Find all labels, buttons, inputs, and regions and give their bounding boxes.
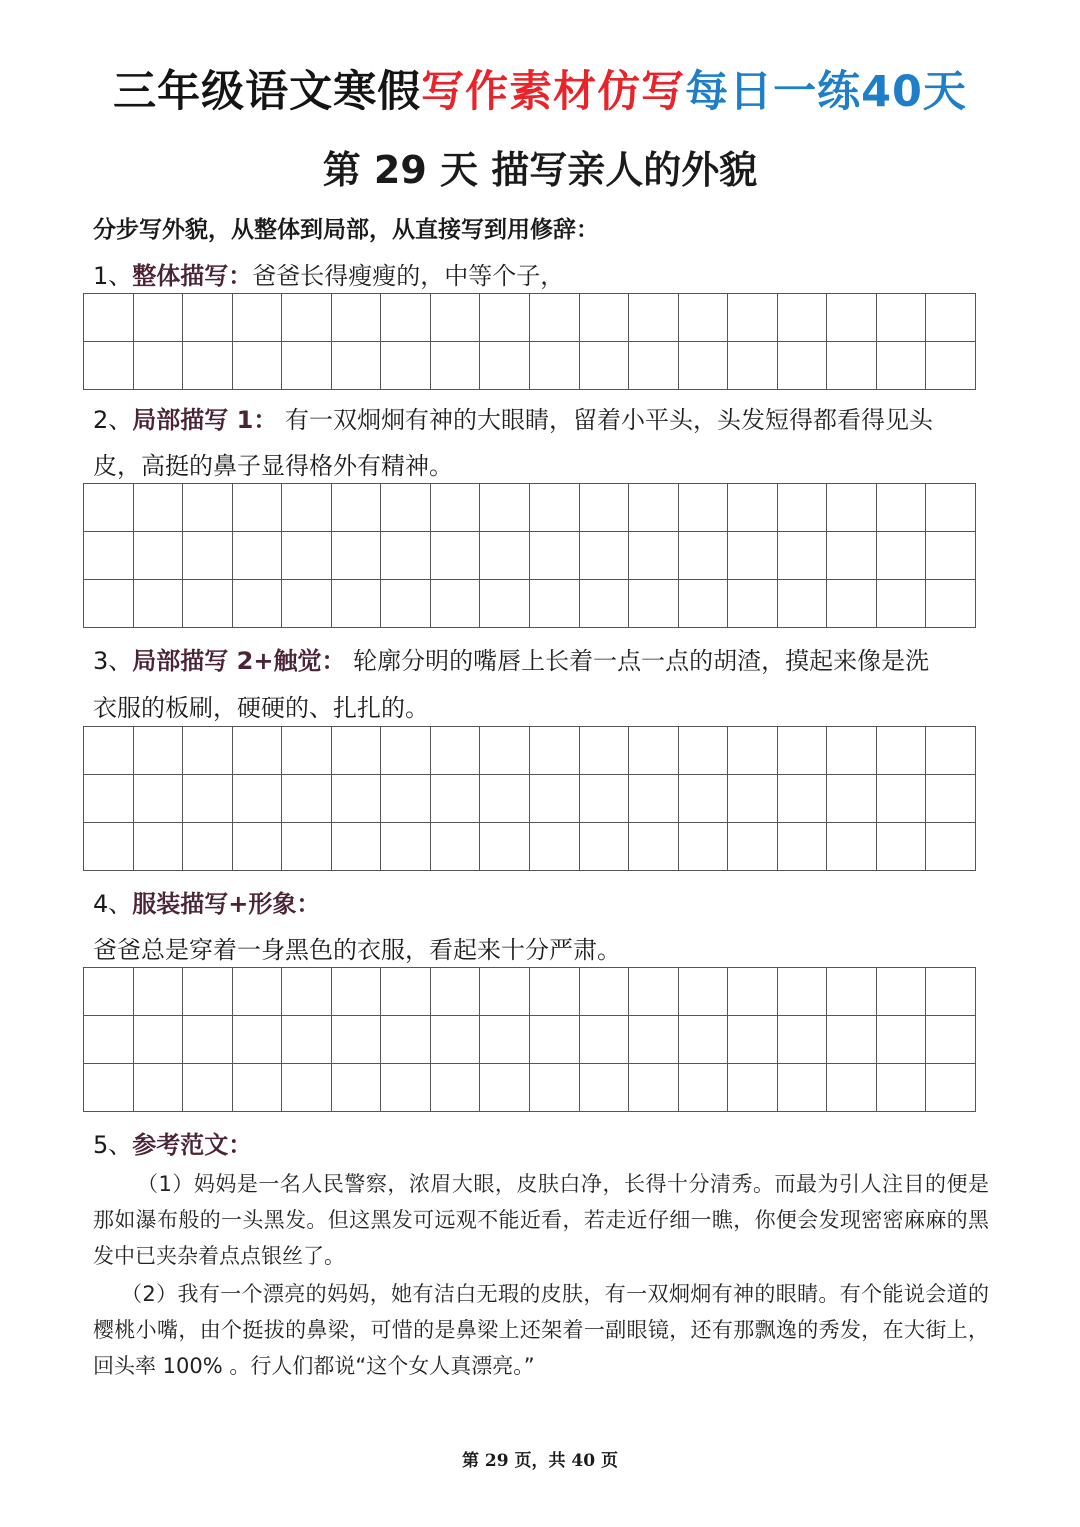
- grid-cell[interactable]: [827, 484, 877, 532]
- grid-cell[interactable]: [84, 775, 134, 823]
- grid-cell[interactable]: [431, 580, 481, 628]
- grid-cell[interactable]: [877, 532, 927, 580]
- grid-cell[interactable]: [530, 484, 580, 532]
- grid-cell[interactable]: [778, 727, 828, 775]
- grid-cell[interactable]: [134, 1064, 184, 1112]
- grid-cell[interactable]: [827, 1016, 877, 1064]
- grid-cell[interactable]: [480, 823, 530, 871]
- grid-cell[interactable]: [679, 294, 729, 342]
- worksheet-title: [0, 62, 1080, 122]
- grid-cell[interactable]: [233, 484, 283, 532]
- section-label: 局部描写 1：: [132, 406, 278, 434]
- title-part-black: 三年级语文寒假: [113, 67, 422, 117]
- grid-cell[interactable]: [183, 775, 233, 823]
- grid-cell[interactable]: [480, 1016, 530, 1064]
- grid-cell[interactable]: [282, 532, 332, 580]
- grid-cell[interactable]: [679, 1016, 729, 1064]
- grid-cell[interactable]: [629, 580, 679, 628]
- title-part-blue: 每日一练40天: [685, 67, 967, 117]
- grid-cell[interactable]: [84, 1064, 134, 1112]
- grid-cell[interactable]: [926, 1064, 976, 1112]
- grid-cell[interactable]: [877, 775, 927, 823]
- grid-cell[interactable]: [134, 823, 184, 871]
- section-3-heading: [93, 639, 993, 683]
- grid-cell[interactable]: [183, 484, 233, 532]
- grid-cell[interactable]: [431, 1064, 481, 1112]
- grid-cell[interactable]: [580, 1064, 630, 1112]
- grid-cell[interactable]: [480, 532, 530, 580]
- writing-grid-3[interactable]: [83, 726, 976, 871]
- grid-cell[interactable]: [431, 968, 481, 1016]
- grid-cell[interactable]: [332, 294, 382, 342]
- grid-cell[interactable]: [480, 775, 530, 823]
- grid-cell[interactable]: [629, 294, 679, 342]
- grid-cell[interactable]: [778, 968, 828, 1016]
- grid-cell[interactable]: [629, 532, 679, 580]
- grid-cell[interactable]: [332, 1064, 382, 1112]
- section-number: 1、: [93, 262, 133, 290]
- grid-cell[interactable]: [926, 294, 976, 342]
- grid-cell[interactable]: [728, 532, 778, 580]
- grid-cell[interactable]: [381, 294, 431, 342]
- reference-paragraph-1: （1）妈妈是一名人民警察，浓眉大眼，皮肤白净，长得十分清秀。而最为引人注目的便是那如瀑布般的一头黑发。但这黑发可远观不能近看，若走近仔细一瞧，你便会发现密密麻麻的黑发中已夹杂着点点银丝了。: [93, 1172, 989, 1268]
- title-part-red: 写作素材仿写: [421, 67, 686, 117]
- grid-cell[interactable]: [629, 342, 679, 390]
- grid-cell[interactable]: [282, 294, 332, 342]
- grid-cell[interactable]: [877, 1064, 927, 1112]
- grid-cell[interactable]: [877, 968, 927, 1016]
- grid-cell[interactable]: [530, 775, 580, 823]
- grid-cell[interactable]: [381, 823, 431, 871]
- grid-cell[interactable]: [827, 580, 877, 628]
- grid-cell[interactable]: [629, 484, 679, 532]
- grid-cell[interactable]: [134, 775, 184, 823]
- grid-cell[interactable]: [332, 727, 382, 775]
- grid-cell[interactable]: [778, 484, 828, 532]
- grid-cell[interactable]: [84, 484, 134, 532]
- grid-cell[interactable]: [877, 294, 927, 342]
- grid-cell[interactable]: [233, 580, 283, 628]
- grid-cell[interactable]: [282, 968, 332, 1016]
- grid-cell[interactable]: [332, 1016, 382, 1064]
- grid-cell[interactable]: [877, 823, 927, 871]
- reference-paragraph-2: （2）我有一个漂亮的妈妈，她有洁白无瑕的皮肤，有一双炯炯有神的眼睛。有个能说会道的樱桃小嘴，由个挺拔的鼻梁，可惜的是鼻梁上还架着一副眼镜，还有那飘逸的秀发，在大街上，回头率 100% 。行人们都说“这个女人真漂亮。”: [93, 1282, 989, 1378]
- grid-cell[interactable]: [778, 1064, 828, 1112]
- grid-cell[interactable]: [629, 775, 679, 823]
- grid-cell[interactable]: [233, 1064, 283, 1112]
- grid-cell[interactable]: [381, 342, 431, 390]
- grid-cell[interactable]: [580, 1016, 630, 1064]
- grid-cell[interactable]: [679, 484, 729, 532]
- grid-cell[interactable]: [679, 968, 729, 1016]
- grid-cell[interactable]: [926, 580, 976, 628]
- grid-cell[interactable]: [332, 968, 382, 1016]
- section-example-text: 轮廓分明的嘴唇上长着一点一点的胡渣，摸起来像是洗: [345, 647, 930, 675]
- section-3-text-continued: 衣服的板刷，硬硬的、扎扎的。: [93, 694, 429, 722]
- grid-cell[interactable]: [381, 1016, 431, 1064]
- grid-cell[interactable]: [679, 727, 729, 775]
- grid-cell[interactable]: [926, 1016, 976, 1064]
- grid-cell[interactable]: [728, 580, 778, 628]
- grid-cell[interactable]: [778, 823, 828, 871]
- section-example-text: 爸爸长得瘦瘦的，中等个子，: [252, 262, 565, 290]
- section-number: 4、: [93, 890, 133, 918]
- section-label: 局部描写 2+触觉：: [132, 647, 346, 675]
- grid-cell[interactable]: [431, 727, 481, 775]
- grid-cell[interactable]: [530, 823, 580, 871]
- grid-cell[interactable]: [84, 580, 134, 628]
- grid-cell[interactable]: [381, 1064, 431, 1112]
- section-label: 参考范文：: [132, 1131, 253, 1159]
- section-2-text-continued: 皮，高挺的鼻子显得格外有精神。: [93, 452, 453, 480]
- grid-cell[interactable]: [183, 342, 233, 390]
- grid-cell[interactable]: [827, 823, 877, 871]
- grid-cell[interactable]: [480, 968, 530, 1016]
- grid-cell[interactable]: [679, 775, 729, 823]
- grid-cell[interactable]: [431, 532, 481, 580]
- grid-cell[interactable]: [629, 1016, 679, 1064]
- grid-cell[interactable]: [530, 342, 580, 390]
- grid-cell[interactable]: [431, 775, 481, 823]
- grid-cell[interactable]: [530, 532, 580, 580]
- grid-cell[interactable]: [728, 727, 778, 775]
- grid-cell[interactable]: [233, 727, 283, 775]
- grid-cell[interactable]: [778, 775, 828, 823]
- grid-cell[interactable]: [233, 294, 283, 342]
- grid-cell[interactable]: [827, 532, 877, 580]
- grid-cell[interactable]: [381, 580, 431, 628]
- grid-cell[interactable]: [827, 1064, 877, 1112]
- section-5-heading: [93, 1123, 993, 1167]
- grid-cell[interactable]: [134, 1016, 184, 1064]
- grid-cell[interactable]: [183, 580, 233, 628]
- grid-cell[interactable]: [183, 968, 233, 1016]
- grid-cell[interactable]: [728, 775, 778, 823]
- grid-cell[interactable]: [480, 580, 530, 628]
- grid-cell[interactable]: [580, 342, 630, 390]
- section-label: 整体描写：: [132, 262, 253, 290]
- grid-cell[interactable]: [629, 727, 679, 775]
- grid-cell[interactable]: [381, 727, 431, 775]
- grid-cell[interactable]: [183, 823, 233, 871]
- grid-cell[interactable]: [778, 532, 828, 580]
- grid-cell[interactable]: [679, 580, 729, 628]
- grid-cell[interactable]: [728, 1016, 778, 1064]
- writing-grid-2[interactable]: [83, 483, 976, 628]
- grid-cell[interactable]: [183, 1064, 233, 1112]
- grid-cell[interactable]: [530, 580, 580, 628]
- grid-cell[interactable]: [282, 823, 332, 871]
- grid-cell[interactable]: [629, 823, 679, 871]
- grid-cell[interactable]: [282, 484, 332, 532]
- grid-cell[interactable]: [778, 1016, 828, 1064]
- grid-cell[interactable]: [134, 484, 184, 532]
- section-number: 3、: [93, 647, 133, 675]
- grid-cell[interactable]: [233, 1016, 283, 1064]
- grid-cell[interactable]: [233, 823, 283, 871]
- grid-cell[interactable]: [728, 823, 778, 871]
- grid-cell[interactable]: [877, 342, 927, 390]
- grid-cell[interactable]: [431, 342, 481, 390]
- grid-cell[interactable]: [233, 532, 283, 580]
- grid-cell[interactable]: [282, 342, 332, 390]
- grid-cell[interactable]: [183, 294, 233, 342]
- section-2-heading: [93, 398, 993, 442]
- section-number: 2、: [93, 406, 133, 434]
- grid-cell[interactable]: [480, 1064, 530, 1112]
- grid-cell[interactable]: [84, 968, 134, 1016]
- grid-cell[interactable]: [84, 532, 134, 580]
- grid-cell[interactable]: [827, 968, 877, 1016]
- grid-cell[interactable]: [728, 968, 778, 1016]
- grid-cell[interactable]: [282, 727, 332, 775]
- grid-cell[interactable]: [728, 1064, 778, 1112]
- grid-cell[interactable]: [629, 1064, 679, 1112]
- grid-cell[interactable]: [926, 727, 976, 775]
- section-number: 5、: [93, 1131, 133, 1159]
- grid-cell[interactable]: [827, 294, 877, 342]
- grid-cell[interactable]: [530, 294, 580, 342]
- grid-cell[interactable]: [530, 1016, 580, 1064]
- grid-cell[interactable]: [381, 484, 431, 532]
- grid-cell[interactable]: [877, 1016, 927, 1064]
- grid-cell[interactable]: [580, 727, 630, 775]
- grid-cell[interactable]: [332, 484, 382, 532]
- grid-cell[interactable]: [926, 968, 976, 1016]
- grid-cell[interactable]: [332, 823, 382, 871]
- grid-cell[interactable]: [84, 823, 134, 871]
- grid-cell[interactable]: [134, 532, 184, 580]
- grid-cell[interactable]: [827, 727, 877, 775]
- grid-cell[interactable]: [580, 580, 630, 628]
- day-subtitle: 第 29 天 描写亲人的外貌: [322, 148, 758, 192]
- grid-cell[interactable]: [134, 294, 184, 342]
- grid-cell[interactable]: [84, 1016, 134, 1064]
- grid-cell[interactable]: [580, 823, 630, 871]
- grid-cell[interactable]: [778, 580, 828, 628]
- grid-cell[interactable]: [431, 294, 481, 342]
- grid-cell[interactable]: [233, 342, 283, 390]
- grid-cell[interactable]: [332, 342, 382, 390]
- grid-cell[interactable]: [480, 342, 530, 390]
- grid-cell[interactable]: [580, 532, 630, 580]
- grid-cell[interactable]: [381, 775, 431, 823]
- writing-grid-1[interactable]: [83, 293, 976, 390]
- grid-cell[interactable]: [679, 342, 729, 390]
- grid-cell[interactable]: [877, 580, 927, 628]
- section-4-text-continued: 爸爸总是穿着一身黑色的衣服，看起来十分严肃。: [93, 936, 621, 964]
- grid-cell[interactable]: [332, 532, 382, 580]
- grid-cell[interactable]: [926, 484, 976, 532]
- grid-cell[interactable]: [926, 775, 976, 823]
- grid-cell[interactable]: [332, 580, 382, 628]
- writing-grid-4[interactable]: [83, 967, 976, 1112]
- section-1-heading: [93, 254, 993, 298]
- grid-cell[interactable]: [877, 484, 927, 532]
- grid-cell[interactable]: [926, 342, 976, 390]
- grid-cell[interactable]: [381, 968, 431, 1016]
- grid-cell[interactable]: [134, 727, 184, 775]
- grid-cell[interactable]: [332, 775, 382, 823]
- grid-cell[interactable]: [134, 342, 184, 390]
- grid-cell[interactable]: [183, 1016, 233, 1064]
- grid-cell[interactable]: [84, 342, 134, 390]
- grid-cell[interactable]: [431, 823, 481, 871]
- section-label: 服装描写+形象：: [132, 890, 321, 918]
- grid-cell[interactable]: [480, 484, 530, 532]
- grid-cell[interactable]: [134, 968, 184, 1016]
- section-4-heading: [93, 882, 993, 926]
- intro-instruction: 分步写外貌，从整体到局部，从直接写到用修辞：: [93, 217, 599, 243]
- section-example-text: 有一双炯炯有神的大眼睛，留着小平头，头发短得都看得见头: [277, 406, 933, 434]
- grid-cell[interactable]: [431, 1016, 481, 1064]
- grid-cell[interactable]: [728, 484, 778, 532]
- grid-cell[interactable]: [580, 968, 630, 1016]
- grid-cell[interactable]: [480, 294, 530, 342]
- grid-cell[interactable]: [282, 1016, 332, 1064]
- grid-cell[interactable]: [679, 1064, 729, 1112]
- grid-cell[interactable]: [679, 823, 729, 871]
- grid-cell[interactable]: [134, 580, 184, 628]
- grid-cell[interactable]: [580, 294, 630, 342]
- grid-cell[interactable]: [580, 775, 630, 823]
- grid-cell[interactable]: [233, 968, 283, 1016]
- grid-cell[interactable]: [679, 532, 729, 580]
- page-footer: 第 29 页，共 40 页: [462, 1451, 618, 1471]
- grid-cell[interactable]: [530, 1064, 580, 1112]
- grid-cell[interactable]: [580, 484, 630, 532]
- grid-cell[interactable]: [282, 775, 332, 823]
- grid-cell[interactable]: [728, 294, 778, 342]
- grid-cell[interactable]: [827, 775, 877, 823]
- grid-cell[interactable]: [926, 532, 976, 580]
- grid-cell[interactable]: [778, 342, 828, 390]
- grid-cell[interactable]: [778, 294, 828, 342]
- grid-cell[interactable]: [827, 342, 877, 390]
- grid-cell[interactable]: [530, 727, 580, 775]
- grid-cell[interactable]: [183, 532, 233, 580]
- grid-cell[interactable]: [431, 484, 481, 532]
- grid-cell[interactable]: [877, 727, 927, 775]
- grid-cell[interactable]: [84, 727, 134, 775]
- grid-cell[interactable]: [530, 968, 580, 1016]
- grid-cell[interactable]: [381, 532, 431, 580]
- grid-cell[interactable]: [282, 580, 332, 628]
- grid-cell[interactable]: [84, 294, 134, 342]
- grid-cell[interactable]: [282, 1064, 332, 1112]
- grid-cell[interactable]: [728, 342, 778, 390]
- grid-cell[interactable]: [629, 968, 679, 1016]
- grid-cell[interactable]: [183, 727, 233, 775]
- grid-cell[interactable]: [233, 775, 283, 823]
- grid-cell[interactable]: [480, 727, 530, 775]
- grid-cell[interactable]: [926, 823, 976, 871]
